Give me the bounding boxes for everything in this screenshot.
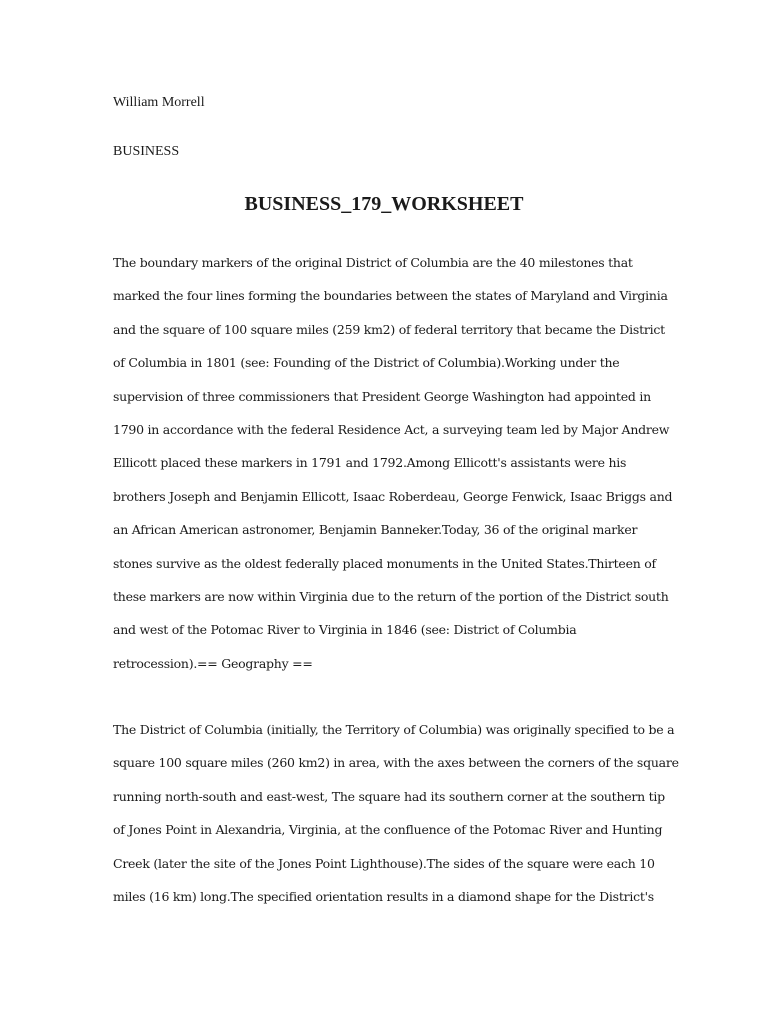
paragraph-line: stones survive as the oldest federally placed monuments in the United States.Thirteen of <box>113 555 656 571</box>
paragraph-line: miles (16 km) long.The specified orientation results in a diamond shape for the District's <box>113 889 654 904</box>
paragraph-line: an African American astronomer, Benjamin Banneker.Today, 36 of the original marker <box>113 522 638 538</box>
paragraph-line: Creek (later the site of the Jones Point Lighthouse).The sides of the square were each 10 <box>113 855 655 871</box>
paragraph-line: of Jones Point in Alexandria, Virginia, at the confluence of the Potomac River and Hunting <box>113 822 663 838</box>
paragraph-line: The boundary markers of the original District of Columbia are the 40 milestones that <box>113 255 633 270</box>
paragraph-line: and the square of 100 square miles (259 km2) of federal territory that became the District <box>113 321 665 337</box>
paragraph-line: retrocession).== Geography == <box>113 655 313 671</box>
paragraph-line: brothers Joseph and Benjamin Ellicott, Isaac Roberdeau, George Fenwick, Isaac Briggs and <box>113 488 673 504</box>
paragraph-line: running north-south and east-west, The square had its southern corner at the southern tip <box>113 788 665 804</box>
paragraph-line: of Columbia in 1801 (see: Founding of the District of Columbia).Working under the <box>113 355 620 371</box>
paragraph-line: square 100 square miles (260 km2) in area, with the axes between the corners of the square <box>113 755 679 771</box>
author-name: William Morrell <box>113 95 205 110</box>
paragraph-line: 1790 in accordance with the federal Residence Act, a surveying team led by Major Andrew <box>113 422 670 437</box>
paragraph-line: and west of the Potomac River to Virginia in 1846 (see: District of Columbia <box>113 622 577 638</box>
paragraph-line: The District of Columbia (initially, the Territory of Columbia) was originally specified to be a <box>113 722 675 737</box>
paragraph-line: these markers are now within Virginia due to the return of the portion of the District south <box>113 589 669 604</box>
paragraph-line: supervision of three commissioners that President George Washington had appointed in <box>113 388 651 404</box>
document-title: BUSINESS_179_WORKSHEET <box>244 193 524 215</box>
paragraph-line: marked the four lines forming the boundaries between the states of Maryland and Virginia <box>113 288 668 304</box>
subject-label: BUSINESS <box>113 144 180 159</box>
paragraph-line: Ellicott placed these markers in 1791 and 1792.Among Ellicott's assistants were his <box>113 455 627 471</box>
